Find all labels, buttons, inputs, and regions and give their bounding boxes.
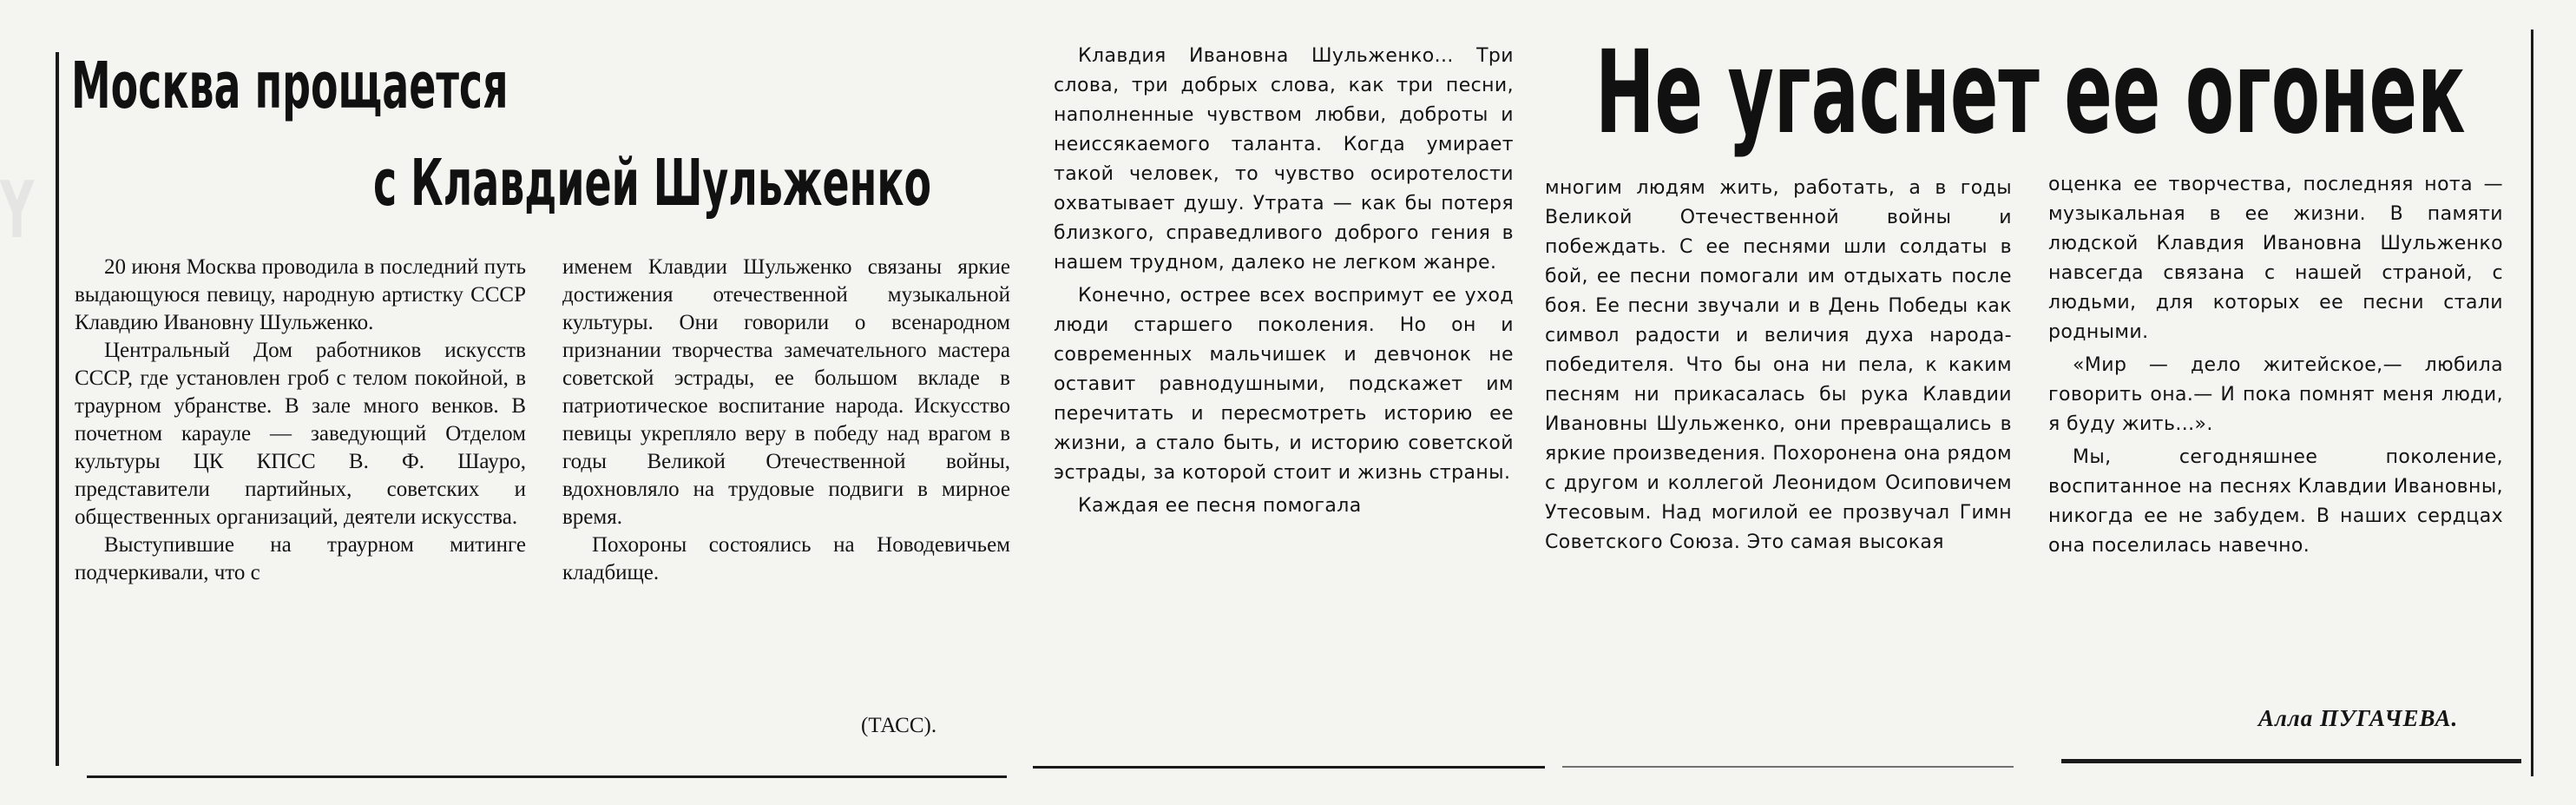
article2-paragraph: «Мир — дело житейское,— любила говорить она.— И пока помнят меня люди, я буду жить...». xyxy=(2048,354,2503,435)
article1-column-1 xyxy=(75,254,526,587)
article2-column-2 xyxy=(1545,174,2012,558)
article2-headline: Не угаснет ее огонек xyxy=(1595,26,2466,160)
right-page-border xyxy=(2531,30,2533,776)
article2-paragraph: Клавдия Ивановна Шульженко... Три слова, три добрых слова, как три песни, наполненные чувством любви, доброты и неиссякаемого таланта. Когда умирает такой человек, то чувство осиротелости охватывает душу. Утрата — как бы потеря близкого, справедливого доброго гения в нашем трудном, далеко не легком жанре. xyxy=(1054,45,1514,274)
article2-paragraph: оценка ее творчества, последняя нота — музыкальная в ее жизни. В памяти людской Клавдия Ивановна Шульженко навсегда связана с нашей страной, с людьми, для которых ее песни стали родными. xyxy=(2048,174,2503,343)
article1-source: (ТАСС). xyxy=(861,714,937,737)
article1-paragraph: Центральный Дом работников искусств СССР, где установлен гроб с телом покойной, в траурном убранстве. В зале много венков. В почетном карауле — заведующий Отделом культуры ЦК КПСС В. Ф. Шауро, представители партийных, советских и общественных организаций, деятели искусства. xyxy=(75,339,526,529)
article1-headline-line1: Москва прощается xyxy=(71,49,509,123)
article1-paragraph: именем Клавдии Шульженко связаны яркие достижения отечественной музыкальной культуры. Они говорили о всенародном признании творчества замечательного мастера советской эстрады, ее большом вкладе в патриотическое воспитание народа. Искусство певицы укрепляло веру в победу над врагом в годы Великой Отечественной войны, вдохновляло на трудовые подвиги в мирное время. xyxy=(562,255,1010,529)
article1-paragraph: Похороны состоялись на Новодевичьем кладбище. xyxy=(562,533,1010,584)
article1-bottom-rule xyxy=(87,775,1007,778)
article2-signature: Алла ПУГАЧЕВА. xyxy=(2258,705,2459,731)
article2-column-3 xyxy=(2048,170,2503,561)
article1-headline-line2: с Клавдией Шульженко xyxy=(373,146,932,221)
adjacent-page-fragment: Y xyxy=(0,165,35,256)
article2-column-1 xyxy=(1054,42,1514,521)
signature-underline xyxy=(2061,759,2521,763)
article2-bottom-rule-left xyxy=(1033,766,1545,769)
article1-left-border xyxy=(56,52,59,766)
article2-paragraph: многим людям жить, работать, а в годы Великой Отечественной войны и побеждать. С ее песнями шли солдаты в бой, ее песни помогали им отдыхать после боя. Ее песни звучали и в День Победы как символ радости и величия духа народа-победителя. Что бы она ни пела, к каким песням ни прикасалась бы рука Клавдии Ивановны Шульженко, они превращались в яркие произведения. Похоронена она рядом с другом и коллегой Леонидом Осиповичем Утесовым. Над могилой ее прозвучал Гимн Советского Союза. Это самая высокая xyxy=(1545,177,2012,553)
article2-paragraph: Мы, сегодняшнее поколение, воспитанное на песнях Клавдии Ивановны, никогда ее не забудем. В наших сердцах она поселилась навечно. xyxy=(2048,446,2503,557)
article1-paragraph: Выступившие на траурном митинге подчеркивали, что с xyxy=(75,533,526,584)
article2-paragraph: Конечно, острее всех воспримут ее уход люди старшего поколения. Но он и современных мальчишек и девчонок не оставит равнодушными, подскажет им перечитать и пересмотреть историю ее жизни, а стало быть, и историю советской эстрады, за которой стоит и жизнь страны. xyxy=(1054,285,1514,484)
article1-paragraph: 20 июня Москва проводила в последний путь выдающуюся певицу, народную артистку СССР Клавдию Ивановну Шульженко. xyxy=(75,255,526,334)
article2-paragraph: Каждая ее песня помогала xyxy=(1078,495,1362,517)
article2-bottom-rule-mid xyxy=(1562,766,2014,768)
article1-column-2 xyxy=(562,254,1010,587)
